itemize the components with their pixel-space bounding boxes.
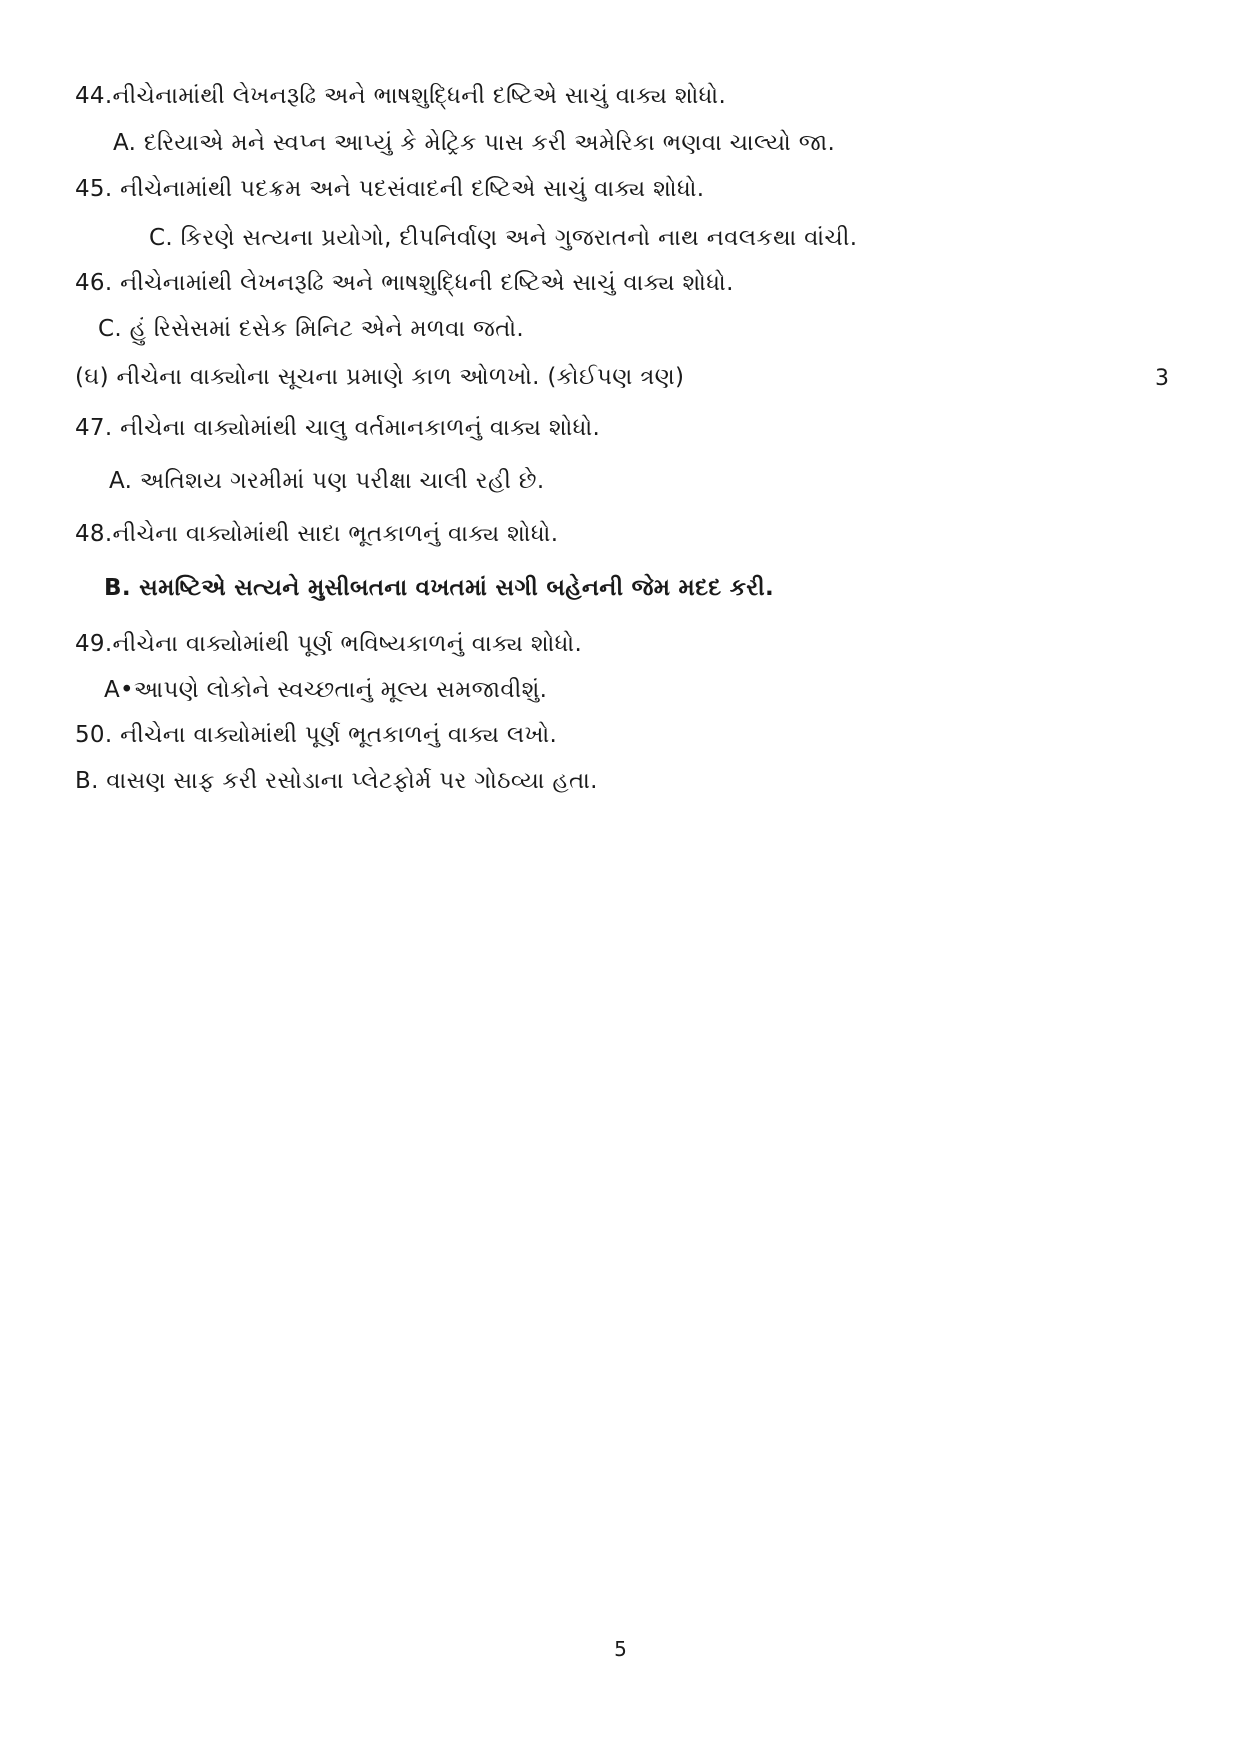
answer-49: A•આપણે લોકોને સ્વચ્છતાનું મૂલ્ય સમજાવીશું. bbox=[104, 677, 548, 703]
question-46: 46. નીચેનામાંથી લેખનરૂઢિ અને ભાષશુદ્ધિની દષ્ટિએ સાચું વાક્ય શોધો. bbox=[75, 270, 734, 296]
question-50: 50. નીચેના વાક્યોમાંથી પૂર્ણ ભૂતકાળનું વાક્ય લખો. bbox=[75, 722, 558, 748]
answer-47: A. અતિશય ગરમીમાં પણ પરીક્ષા ચાલી રહી છે. bbox=[109, 468, 545, 494]
question-47: 47. નીચેના વાક્યોમાંથી ચાલુ વર્તમાનકાળનું વાક્ય શોધો. bbox=[75, 415, 601, 441]
answer-44: A. દરિયાએ મને સ્વપ્ન આપ્યું કે મેટ્રિક પાસ કરી અમેરિકા ભણવા ચાલ્યો જા. bbox=[113, 130, 836, 156]
section-marks: 3 bbox=[1155, 366, 1169, 391]
answer-48: B. સમષ્ટિએ સત્યને મુસીબતના વખતમાં સગી બહેનની જેમ મદદ કરી. bbox=[104, 575, 775, 601]
answer-46: C. હું રિસેસમાં દસેક મિનિટ એને મળવા જતો. bbox=[98, 316, 525, 342]
question-48: 48.નીચેના વાક્યોમાંથી સાદા ભૂતકાળનું વાક્ય શોધો. bbox=[75, 521, 559, 547]
section-heading: (ઘ) નીચેના વાક્યોના સૂચના પ્રમાણે કાળ ઓળખો. (કોઈપણ ત્રણ) bbox=[75, 364, 685, 390]
question-49: 49.નીચેના વાક્યોમાંથી પૂર્ણ ભવિષ્યકાળનું વાક્ય શોધો. bbox=[75, 631, 583, 657]
question-45: 45. નીચેનામાંથી પદક્રમ અને પદસંવાદની દષ્ટિએ સાચું વાક્ય શોધો. bbox=[75, 176, 705, 202]
answer-45: C. કિરણે સત્યના પ્રયોગો, દીપનિર્વાણ અને ગુજરાતનો નાથ નવલકથા વાંચી. bbox=[149, 225, 858, 251]
answer-50: B. વાસણ સાફ કરી રસોડાના પ્લેટફોર્મ પર ગોઠવ્યા હતા. bbox=[75, 768, 598, 794]
page-number: 5 bbox=[614, 1637, 627, 1661]
question-44: 44.નીચેનામાંથી લેખનરૂઢિ અને ભાષશુદ્ધિની દષ્ટિએ સાચું વાક્ય શોધો. bbox=[75, 83, 727, 109]
